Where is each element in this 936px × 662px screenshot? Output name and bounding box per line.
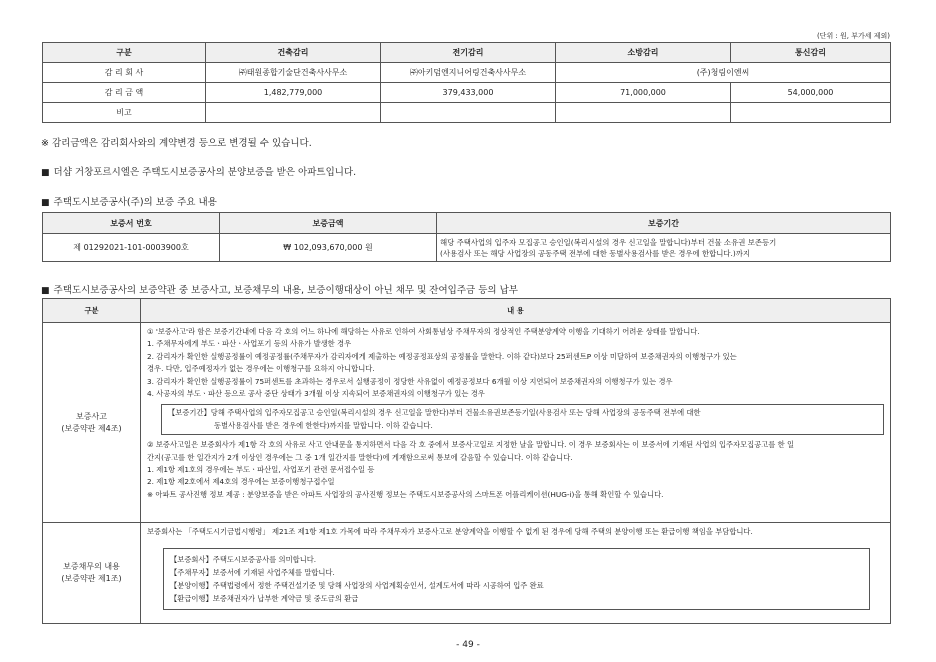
table-cell: 71,000,000 [556, 83, 731, 103]
column-header: 보증서 번호 [43, 213, 220, 234]
guarantee-table [42, 212, 891, 262]
square-bullet-icon: ■ [41, 198, 50, 208]
clause-line: 간지(공고를 한 일간지가 2개 이상인 경우에는 그 중 1개 일간지를 말한다)에 게재함으로써 통보에 갈음할 수 있습니다. 이하 같습니다. [147, 452, 573, 462]
definition-line: 【환급이행】보증채권자가 납부한 계약금 및 중도금의 환급 [170, 594, 359, 604]
unit-note: (단위 : 원, 부가세 제외) [816, 32, 890, 40]
table-cell: (주)청림이엔씨 [556, 63, 891, 83]
guarantee-terms-table [42, 298, 891, 624]
table-cell [381, 103, 556, 123]
debt-content [141, 523, 891, 624]
guarantee-period-line: (사용검사 또는 해당 사업장의 공동주택 전부에 대한 동별사용검사를 받은 경우에 한합니다.)까지 [440, 248, 751, 258]
supervision-fee-table [42, 42, 891, 123]
definition-line: 【보증회사】주택도시보증공사를 의미합니다. [170, 555, 317, 565]
table-cell: 54,000,000 [731, 83, 891, 103]
column-header: 통신감리 [731, 43, 891, 63]
definition-line: 【분양이행】주택법령에서 정한 주택건설기준 및 당해 사업장의 사업계획승인서, 설계도서에 따라 시공하여 입주 완료 [170, 581, 544, 591]
column-header: 소방감리 [556, 43, 731, 63]
row-label-line: (보증약관 제1조) [61, 574, 122, 584]
column-header: 보증기간 [437, 213, 891, 234]
definition-line: 【주채무자】보증서에 기재된 사업주체를 말합니다. [170, 568, 335, 578]
row-label-line: (보증약관 제4조) [61, 423, 122, 433]
row-label: 감 리 회 사 [43, 63, 206, 83]
table-row [43, 103, 891, 123]
guarantee-number: 제 01292021-101-0003900호 [43, 234, 220, 262]
table-header-row [43, 43, 891, 63]
box-line: 【보증기간】당해 주택사업의 입주자모집공고 승인일(복리시설의 경우 신고일을 말한다)부터 건물소유권보존등기일(사용검사 또는 당해 사업장의 공동주택 전부에 대한 [168, 408, 701, 418]
table-header-row [43, 213, 891, 234]
column-header: 구분 [43, 299, 141, 323]
clause-line: 2. 제1항 제2호에서 제4호의 경우에는 보증이행청구접수일 [147, 477, 335, 487]
guarantee-period-line: 해당 주택사업의 입주자 모집공고 승인일(복리시설의 경우 신고일을 말합니다)부터 건물 소유권 보존등기 [440, 237, 777, 247]
table-cell [731, 103, 891, 123]
column-header: 내 용 [141, 299, 891, 323]
table-cell: 1,482,779,000 [206, 83, 381, 103]
section-text: 주택도시보증공사의 보증약관 중 보증사고, 보증채무의 내용, 보증이행대상이 아닌 채무 및 잔여입주금 등의 납부 [53, 285, 518, 296]
row-label: 감 리 금 액 [43, 83, 206, 103]
clause-line: 경우. 다만, 입주예정자가 없는 경우에는 이행청구를 요하지 아니합니다. [147, 364, 375, 374]
definitions-box [163, 548, 870, 610]
fee-change-note: ※ 감리금액은 감리회사와의 계약변경 등으로 변경될 수 있습니다. [41, 138, 312, 149]
section-heading-guarantee-notice [41, 164, 356, 178]
page-number: - 49 - [456, 640, 480, 650]
section-heading-terms [41, 282, 518, 296]
column-header: 전기감리 [381, 43, 556, 63]
clause-line: 4. 사공자의 부도ㆍ파산 등으로 공사 중단 상태가 3개월 이상 지속되어 보증채권자의 이행청구가 있는 경우 [147, 389, 485, 399]
section-text: 더샵 거창포르시엘은 주택도시보증공사의 분양보증을 받은 아파트입니다. [53, 167, 357, 178]
row-label-line: 보증사고 [76, 411, 107, 421]
guarantee-amount: ₩ 102,093,670,000 원 [220, 234, 437, 262]
row-label-debt [43, 523, 141, 624]
guarantee-period-definition-box [161, 404, 884, 435]
guarantee-period [437, 234, 891, 262]
table-cell: 379,433,000 [381, 83, 556, 103]
column-header: 구분 [43, 43, 206, 63]
table-row [43, 323, 891, 523]
row-label-accident [43, 323, 141, 523]
square-bullet-icon: ■ [41, 168, 50, 178]
clause-line: 3. 감리자가 확인한 실행공정률이 75퍼센트를 초과하는 경우로서 실행공정이 정당한 사유없이 예정공정보다 6개월 이상 지연되어 보증채권자의 이행청구가 있는 경우 [147, 376, 673, 386]
square-bullet-icon: ■ [41, 286, 50, 296]
clause-line: ※ 아파트 공사진행 정보 제공 : 분양보증을 받은 아파트 사업장의 공사진행 정보는 주택도시보증공사의 스마트폰 어플리케이션(HUG-i)을 통해 확인할 수 있습니다. [147, 489, 664, 499]
table-row [43, 234, 891, 262]
row-label: 비고 [43, 103, 206, 123]
table-row [43, 83, 891, 103]
section-heading-guarantee-summary [41, 194, 217, 208]
clause-line: 1. 제1항 제1호의 경우에는 부도ㆍ파산일, 사업포기 관련 문서접수일 등 [147, 465, 375, 475]
table-cell [556, 103, 731, 123]
table-cell: ㈜아키덤엔지니어링건축사사무소 [381, 63, 556, 83]
clause-line: 2. 감리자가 확인한 실행공정률이 예정공정률(주채무자가 감리자에게 제출하는 예정공정표상의 공정률을 말한다. 이하 같다)보다 25퍼센트P 이상 미달하여 보증채권자의 이행청구가 있는 [147, 351, 737, 361]
column-header: 보증금액 [220, 213, 437, 234]
clause-line: ① '보증사고'라 함은 보증기간내에 다음 각 호의 어느 하나에 해당하는 사유로 인하여 사회통념상 주채무자의 정상적인 주택분양계약 이행을 기대하기 어려운 상태를 말합니다. [147, 327, 700, 336]
box-line: 동별사용검사를 받은 경우에 한한다)까지를 말합니다. 이하 같습니다. [214, 420, 433, 430]
clause-line: 1. 주채무자에게 부도ㆍ파산ㆍ사업포기 등의 사유가 발생한 경우 [147, 339, 352, 349]
clause-line: ② 보증사고일은 보증회사가 제1항 각 호의 사유로 사고 안내문을 통지하면서 다음 각 호 중에서 보증사고일로 지정한 날을 말합니다. 이 경우 보증회사는 이 보증서에 기재된 사업의 입주자모집공고를 한 일 [147, 440, 795, 450]
row-label-line: 보증채무의 내용 [63, 562, 120, 572]
section-text: 주택도시보증공사(주)의 보증 주요 내용 [53, 197, 217, 208]
table-cell [206, 103, 381, 123]
table-cell: ㈜태원종합기술단건축사사무소 [206, 63, 381, 83]
column-header: 건축감리 [206, 43, 381, 63]
accident-content [141, 323, 891, 523]
clause-line: 보증회사는 「주택도시기금법시행령」 제21조 제1항 제1호 가목에 따라 주채무자가 보증사고로 분양계약을 이행할 수 없게 된 경우에 당해 주택의 분양이행 또는 환급이행 책임을 부담합니다. [147, 527, 753, 536]
table-row [43, 523, 891, 624]
table-header-row [43, 299, 891, 323]
table-row [43, 63, 891, 83]
